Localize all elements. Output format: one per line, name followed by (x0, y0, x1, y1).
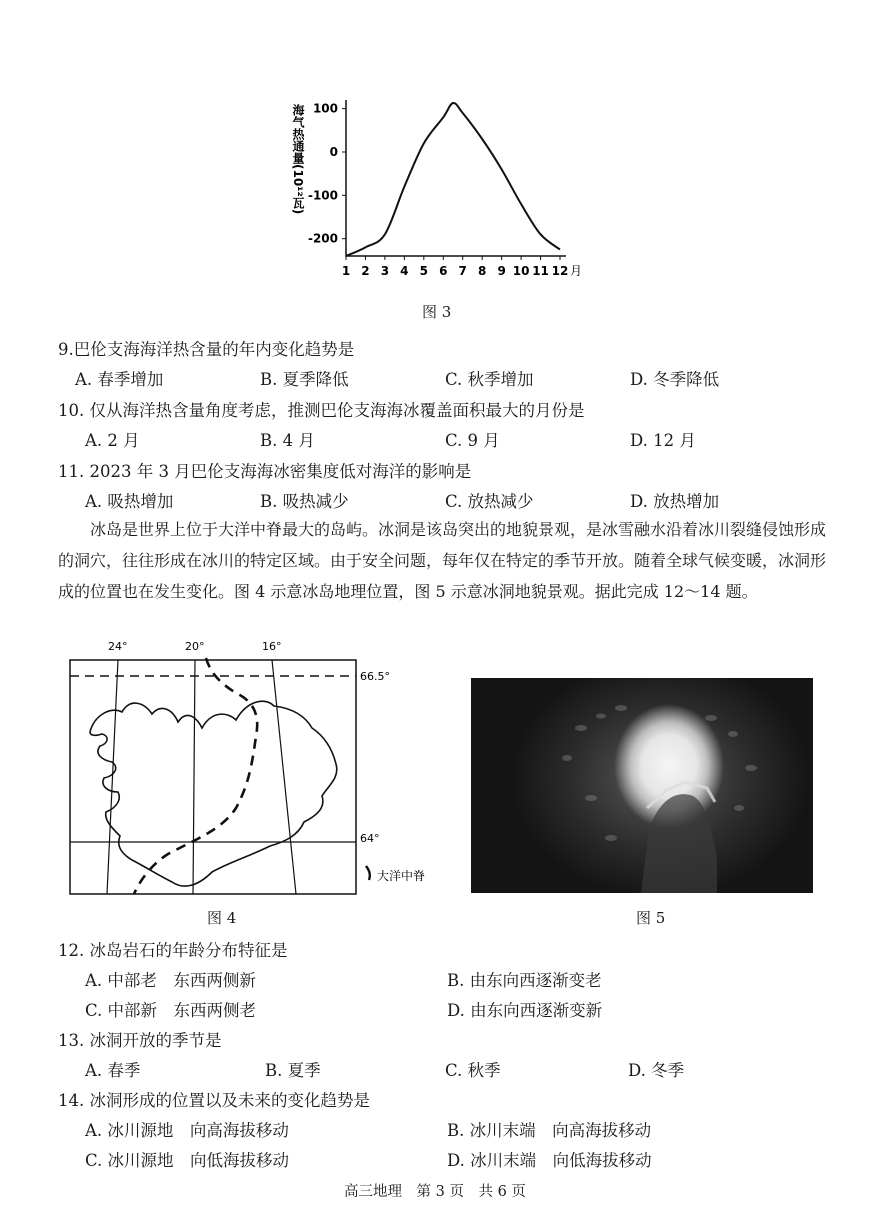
q12-option-b: B. 由东向西逐渐变老 (447, 971, 602, 990)
q9-option-b: B. 夏季降低 (260, 370, 349, 389)
page-footer: 高三地理 第 3 页 共 6 页 (344, 1184, 526, 1200)
x-tick-label: 2 (361, 264, 370, 278)
chart-y-ticks (308, 102, 346, 246)
x-tick-label: 12 (551, 264, 569, 278)
x-tick-label: 8 (478, 264, 487, 278)
lon-label-24: 24° (108, 640, 128, 653)
q9-stem: 9.巴伦支海海洋热含量的年内变化趋势是 (58, 340, 355, 359)
x-tick-label: 7 (458, 264, 467, 278)
q10-option-d: D. 12 月 (630, 431, 696, 450)
x-tick-label: 4 (400, 264, 409, 278)
q13-option-c: C. 秋季 (445, 1061, 501, 1080)
q12-option-d: D. 由东向西逐渐变新 (447, 1001, 603, 1020)
fig4-caption: 图 4 (207, 909, 237, 927)
iceland-outline (90, 701, 337, 886)
q14-option-c: C. 冰川源地 向低海拔移动 (85, 1151, 290, 1170)
q13-option-a: A. 春季 (85, 1061, 141, 1080)
meridian-16 (272, 660, 296, 894)
ridge-legend-symbol (366, 866, 370, 880)
x-tick-label: 3 (380, 264, 390, 278)
q12-stem: 12. 冰岛岩石的年龄分布特征是 (58, 941, 288, 960)
q13-option-d: D. 冬季 (628, 1061, 685, 1080)
q14-stem: 14. 冰洞形成的位置以及未来的变化趋势是 (58, 1091, 370, 1110)
q11-option-b: B. 吸热减少 (260, 492, 349, 511)
ice-cave-texture (471, 678, 813, 893)
q10-option-c: C. 9 月 (445, 431, 500, 450)
chart-axes (346, 100, 566, 256)
y-tick-label: -100 (307, 188, 338, 203)
x-tick-label: 11 (532, 264, 549, 278)
passage: 冰岛是世界上位于大洋中脊最大的岛屿。冰洞是该岛突出的地貌景观，是冰雪融水沿着冰川裂缝侵蚀形成的洞穴，往往形成在冰川的特定区域。由于安全问题，每年仅在特定的季节开放。随着全球气候变暖，冰洞形成的位置也在发生变化。图 4 示意冰岛地理位置，图 5 示意冰洞地貌景观。据此完成 12～14 题。 (58, 520, 827, 601)
lon-label-16: 16° (262, 640, 282, 653)
lat-label-66-5: 66.5° (360, 670, 390, 683)
chart-series-line (346, 103, 560, 256)
q9-option-c: C. 秋季增加 (445, 370, 534, 389)
ice-cave-photo (471, 678, 813, 893)
q13-stem: 13. 冰洞开放的季节是 (58, 1031, 222, 1050)
y-tick-label: 0 (329, 145, 338, 159)
x-unit-label: 月 (570, 264, 583, 278)
y-tick-label: -200 (307, 231, 338, 246)
q12-option-a: A. 中部老 东西两侧新 (85, 971, 256, 990)
meridian-20 (193, 660, 195, 894)
ridge-legend-label: 大洋中脊 (377, 869, 426, 883)
x-tick-label: 5 (419, 264, 428, 278)
chart-axis-lines (346, 100, 566, 256)
chart-ylabel: 海气热通量(10¹²瓦) (291, 104, 305, 215)
q10-option-b: B. 4 月 (260, 431, 315, 450)
x-tick-label: 9 (497, 264, 506, 278)
q9-option-d: D. 冬季降低 (630, 370, 720, 389)
iceland-map (60, 636, 460, 896)
q14-option-b: B. 冰川末端 向高海拔移动 (447, 1121, 652, 1140)
x-tick-label: 6 (439, 264, 448, 278)
heat-flux-chart (280, 90, 600, 290)
q13-option-b: B. 夏季 (265, 1061, 321, 1080)
q14-option-a: A. 冰川源地 向高海拔移动 (85, 1121, 289, 1140)
q11-option-d: D. 放热增加 (630, 492, 720, 511)
lat-label-64: 64° (360, 832, 380, 845)
q10-stem: 10. 仅从海洋热含量角度考虑，推测巴伦支海海冰覆盖面积最大的月份是 (58, 401, 585, 420)
mid-ocean-ridge (134, 658, 257, 894)
y-tick-label: 100 (312, 101, 338, 116)
lon-label-20: 20° (185, 640, 205, 653)
q10-option-a: A. 2 月 (85, 431, 140, 450)
q11-stem: 11. 2023 年 3 月巴伦支海海冰密集度低对海洋的影响是 (58, 462, 472, 481)
q9-option-a: A. 春季增加 (75, 370, 164, 389)
q11-option-a: A. 吸热增加 (85, 492, 174, 511)
q14-option-d: D. 冰川末端 向低海拔移动 (447, 1151, 652, 1170)
fig3-caption: 图 3 (422, 303, 452, 321)
q11-option-c: C. 放热减少 (445, 492, 534, 511)
chart-x-ticks (342, 256, 582, 278)
x-tick-label: 1 (341, 264, 351, 278)
fig5-caption: 图 5 (636, 909, 666, 927)
x-tick-label: 10 (512, 264, 530, 278)
q12-option-c: C. 中部新 东西两侧老 (85, 1001, 257, 1020)
